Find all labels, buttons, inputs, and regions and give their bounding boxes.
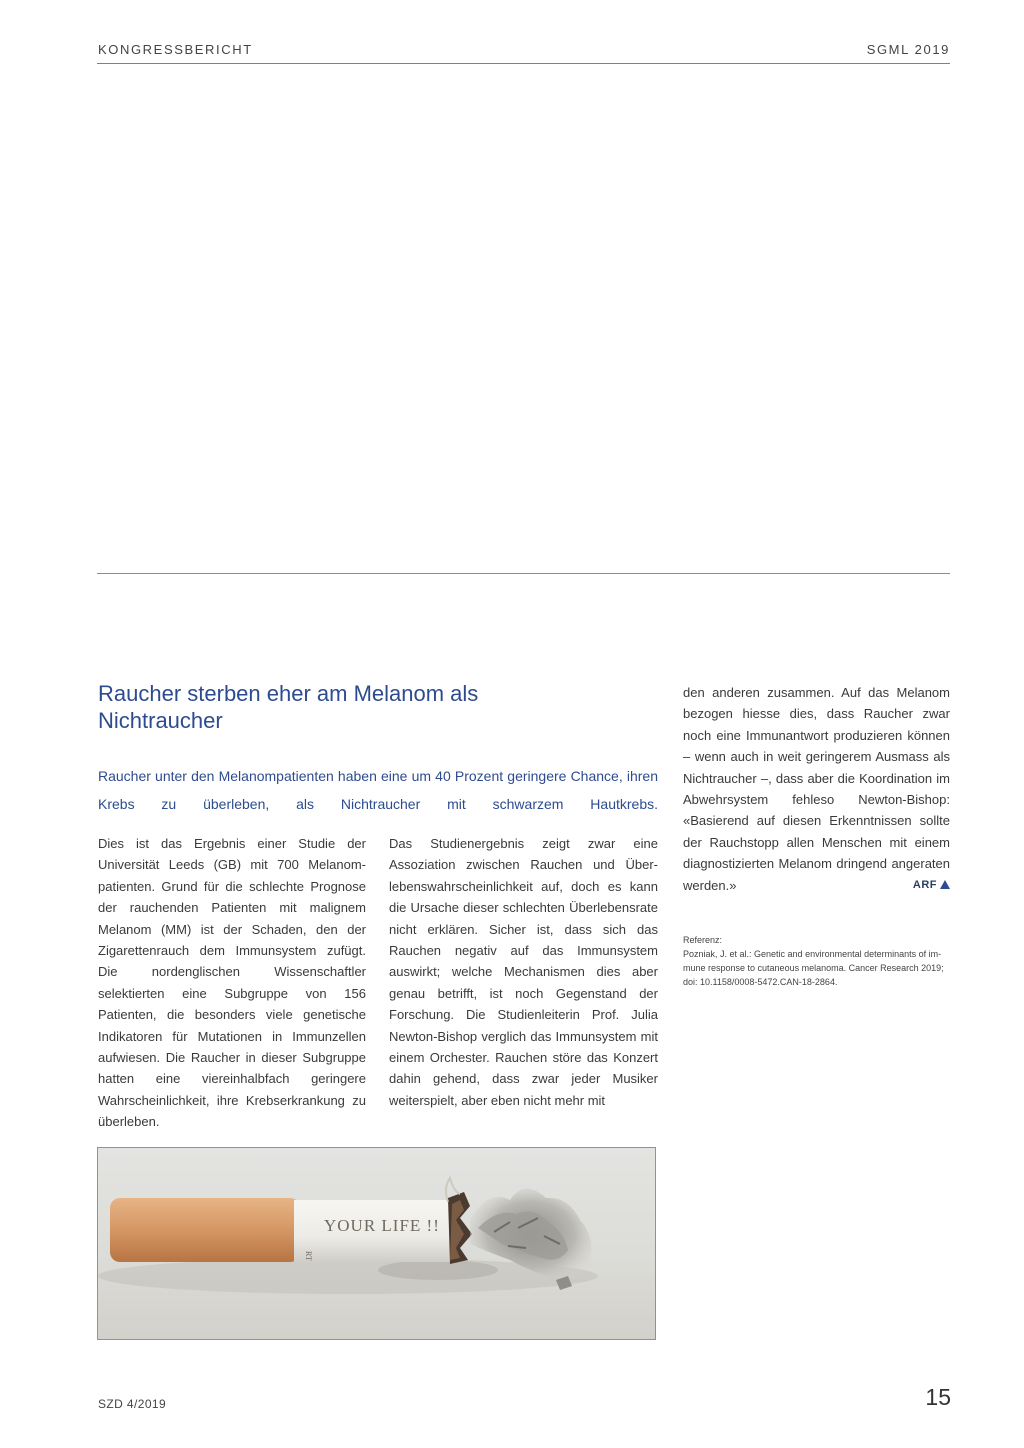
svg-text:RT: RT <box>304 1251 313 1261</box>
running-header-event: SGML 2019 <box>866 42 950 57</box>
body-column-3 <box>683 682 950 896</box>
burning-cigarette-photo-icon <box>98 1148 654 1338</box>
reference-block <box>683 933 953 989</box>
header-divider <box>97 63 950 64</box>
issue-label: SZD 4/2019 <box>98 1397 167 1411</box>
section-divider <box>97 573 950 574</box>
article-title: Raucher sterben eher am Melanom als Nichtraucher <box>98 681 479 733</box>
author-signature <box>913 875 950 896</box>
body-column-3-text: den anderen zusammen. Auf das Melanom bezogen hiesse dies, dass Raucher zwar noch eine Immunantwort produzieren können – wenn auch in weit geringerem Ausmass als Nichtraucher –, dass aber die Koordination im Abwehrsystem fehleso Newton-Bishop: «Basierend auf diesen Erkenntnissen sollte der Rauchstopp allen Menschen mit einem diagnostizierten Melanom dringend angeraten werden.» <box>683 685 950 893</box>
running-header-section: KONGRESSBERICHT <box>98 42 253 57</box>
author-initials: ARF <box>912 878 937 891</box>
end-triangle-icon <box>940 880 950 889</box>
body-column-2: Das Studienergebnis zeigt zwar eine Assoziation zwischen Rauchen und Überlebenswahrscheinlichkeit auf, doch es kann die Ursache dieser schlechten Überlebensrate nicht erklären. Sicher ist, dass sich das Rauchen negativ auf das Immunsystem auswirkt; welche Mechanismen dies aber genau betrifft, ist noch Gegenstand der Forschung. Die Studienleiterin Prof. Julia Newton-Bishop verglich das Immunsystem mit einem Orchester. Rauchen störe das Konzert dahin gehend, dass zwar jeder Musiker weiterspielt, aber eben nicht mehr mit <box>389 836 658 1108</box>
page-number: 15 <box>925 1384 951 1410</box>
svg-text:YOUR LIFE !!: YOUR LIFE !! <box>324 1216 440 1235</box>
article-lead: Raucher unter den Melanompatienten haben eine um 40 Prozent geringere Chance, ihren Krebs zu überleben, als Nichtraucher mit schwarzem Hautkrebs. <box>98 768 658 812</box>
reference-text: Pozniak, J. et al.: Genetic and environmental determinants of immune response to cutaneous melanoma. Cancer Research 2019; doi: 10.1158/0008-5472.CAN-18-2864. <box>683 949 944 987</box>
reference-label: Referenz: <box>683 935 723 945</box>
body-column-1: Dies ist das Ergebnis einer Studie der Universität Leeds (GB) mit 700 Melanompatienten. Grund für die schlechte Prognose der rauchenden Patienten mit malignem Melanom (MM) ist der Schaden, den der Zigarettenrauch dem Immunsystem zufügt. Die nordenglischen Wissenschaftler selektierten eine Subgruppe von 156 Patienten, die besonders viele genetische Indikatoren für Mutationen in Immunzellen aufwiesen. Die Raucher in dieser Subgruppe hatten eine viereinhalbfach geringere Wahrscheinlichkeit, ihre Krebserkrankung zu überleben. <box>98 836 366 1130</box>
cigarette-photo <box>97 1147 656 1340</box>
